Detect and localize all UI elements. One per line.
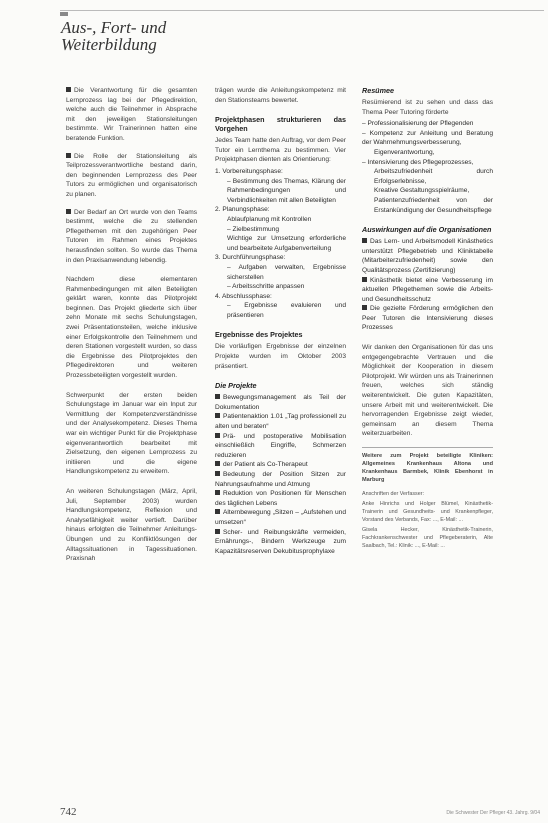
phase-item: – Zielbestimmung	[227, 225, 280, 233]
bullet-square-icon	[215, 394, 220, 399]
bullet-square-icon	[66, 209, 71, 214]
paragraph: Wir danken den Organisationen für das uns entgegengebrachte Vertrauen und die Möglichkeit der Kooperation in diesem Pilotprojekt. Wir würden uns als Trainerinnen freuen, welches sich ständig weiterentwickelt. Die guten Kapazitäten, unsere Arbeit mit und weiterentwickelt. Die hervorragenden Ergebnisse zeigt wieder, gemeinsam an diesem Thema weiterzuarbeiten.	[362, 344, 493, 438]
author-address: Gisela Hecker, Kinästhetik-Trainerin, Fachkrankenschwester und Pflegeberaterin, Alte Saalbach, Tel.: Klinik: ..., E-Mail: ...	[362, 527, 493, 549]
phase-item: – Ergebnisse evaluieren und präsentieren	[227, 302, 346, 319]
section-title: Aus-, Fort- und Weiterbildung	[61, 18, 167, 54]
page-number: 742	[60, 806, 77, 818]
info-box-title: Weitere zum Projekt beteiligte Kliniken: Allgemeines Krankenhaus Altona und Krankenhaus Barmbek, Klinik Ebenhorst in Marburg	[362, 453, 493, 483]
author-label: Anschriften der Verfasser:	[362, 491, 425, 497]
bullet-square-icon	[215, 529, 220, 534]
bullet-square-icon	[362, 238, 367, 243]
phase-label: 2. Planungsphase:	[215, 206, 270, 214]
phase-item: Wichtige zur Umsetzung erforderliche und bearbeitete Aufgabenverteilung	[227, 235, 346, 252]
list-item: – Professionalisierung der Pflegenden	[362, 120, 474, 128]
phase-item: – Bestimmung des Themas, Klärung der Rahmenbedingungen und Verbindlichkeiten mit allen Beteiligten	[227, 177, 346, 204]
paragraph: trägen wurde die Anleitungskompetenz mit den Stationsteams bewertet.	[215, 87, 346, 104]
bullet-square-icon	[215, 471, 220, 476]
list-item: Eigenverantwortung,	[374, 148, 435, 156]
bullet-square-icon	[215, 490, 220, 495]
list-item: Kreative Gestaltungsspielräume,	[374, 187, 470, 195]
author-address: Anke Hinrichs und Holger Blümel, Kinästhetik-Trainerin und Gesundheits- und Krankenpfleger, Vorstand des Verbands, Fax: ..., E-Mail: ...	[362, 501, 493, 523]
list-item: Prä- und postoperative Mobilisation einschließlich Eingriffe, Schmerzen reduzieren	[215, 432, 346, 459]
paragraph: Die Verantwortung für die gesamten Lernprozess lag bei der Pflegedirektion, welche auch die Teilnehmer in Absprache mit den jeweiligen Stationsleitungen bestimmte. Wir Trainerinnen hatten eine beratende Funktion.	[66, 87, 197, 142]
list-item: der Patient als Co-Therapeut	[215, 460, 346, 470]
info-box	[362, 447, 493, 484]
list-item: Bedeutung der Position Sitzen zur Nahrungsaufnahme und Atmung	[215, 471, 346, 488]
paragraph: Schwerpunkt der ersten beiden Schulungstage im Januar war ein Input zur Vermittlung der Kompetenzverständnisse und der Analysekompetenz. Dieses Thema war ein wichtiger Punkt für die Projektphase eigenverantwortlich bearbeitet mit Zielsetzung, den eigenen Lernprozess zu initiieren und die eigene Handlungskompetenz zu erweitern.	[66, 391, 197, 476]
list-item: Kinästhetik bietet eine Verbesserung im aktuellen Pflegethemen sowie die Arbeits- und Gesundheitsschutz	[362, 276, 493, 303]
paragraph: An weiteren Schulungstagen (März, April, Juli, September 2003) wurden Handlungskompetenz, Reflexion und Analysefähigkeit weiter vertieft. Darüber hinaus erfolgten die Teilnehmer Anleitungs-Übungen und zu Konfliktlösungen der Alltagssituationen in Tagessituationen. Praxisnah	[66, 487, 197, 563]
list-item: Arbeitszufriedenheit durch Erfolgserlebnisse,	[374, 168, 493, 185]
list-item: Alternbewegung „Sitzen – „Aufstehen und umsetzen“	[215, 509, 346, 526]
list-item: Bewegungsmanagement als Teil der Dokumentation	[215, 394, 346, 411]
list-item: – Kompetenz zur Anleitung und Beratung der Wahrnehmungsverbesserung,	[362, 129, 493, 147]
list-item: Das Lern- und Arbeitsmodell Kinästhetics unterstützt Pflegebetrieb und Kliniktabelle (Mitarbeiterzufriedenheit) sowie den Qualitätsprozess (Zertifizierung)	[362, 238, 493, 274]
bullet-square-icon	[362, 277, 367, 282]
subheading: Resümee	[362, 86, 394, 95]
paragraph: Nachdem diese elementaren Rahmenbedingungen mit allen Beteiligten geklärt waren, konnte das Pilotprojekt beginnen. Das Projekt gliederte sich über zehn Monate mit sechs Schulungstagen, zwei Präsentationsteilen, welche inklusive einer Erfolgskontrolle den Teilnehmern und deren Stationen vorgestellt wurden, so dass die Ergebnisse des Pilotprojektes den Pflegedirektoren und weiteren Prozessbeteiligten vorgestellt wurden.	[66, 276, 197, 380]
list-item: Scher- und Reibungskräfte vermeiden, Ernährungs-, Bindern Werkzeuge zum Kapazitätsreserven Dekubitusprophylaxe	[215, 528, 346, 555]
list-item: Die gezielte Förderung ermöglichen den Peer Tutoren die Intensivierung dieses Prozesses	[362, 305, 493, 332]
subheading: Projektphasen strukturieren das Vorgehen	[215, 115, 346, 134]
bullet-square-icon	[215, 433, 220, 438]
bullet-square-icon	[362, 305, 367, 310]
list-item: Patientenaktion 1.01 „Tag professionell zu alten und beraten“	[215, 413, 346, 431]
paragraph: Die Rolle der Stationsleitung als Teilprozessverantwortliche bestand darin, den beginnenden Lernprozess des Peer Tutors zu ermöglichen und organisatorisch zu planen.	[66, 152, 197, 198]
subheading: Auswirkungen auf die Organisationen	[362, 225, 492, 235]
journal-footer: Die Schwester Der Pfleger 43. Jahrg. 9/04	[446, 810, 540, 816]
subheading: Die Projekte	[215, 381, 257, 391]
paragraph: Die vorläufigen Ergebnisse der einzelnen Projekte wurden im Oktober 2003 präsentiert.	[215, 343, 346, 370]
list-item: Reduktion von Positionen für Menschen des täglichen Lebens	[215, 490, 346, 507]
header-accent	[60, 12, 68, 16]
column-1	[66, 86, 197, 572]
bullet-square-icon	[66, 87, 71, 92]
phase-label: 1. Vorbereitungsphase:	[215, 167, 283, 175]
bullet-square-icon	[66, 153, 71, 158]
phase-item: Ablaufplanung mit Kontrollen	[227, 215, 312, 223]
bullet-square-icon	[215, 413, 220, 418]
phase-item: – Arbeitsschritte anpassen	[227, 283, 305, 291]
phase-item: – Aufgaben verwalten, Ergebnisse sicherstellen	[227, 263, 346, 281]
subheading: Ergebnisse des Projektes	[215, 330, 303, 340]
column-3	[362, 86, 493, 550]
paragraph: Resümierend ist zu sehen und dass das Thema Peer Tutoring förderte	[362, 99, 493, 116]
list-item: – Intensivierung des Pflegeprozesses,	[362, 158, 474, 166]
phase-label: 3. Durchführungsphase:	[215, 254, 286, 262]
bullet-square-icon	[215, 461, 220, 466]
page-header	[0, 0, 548, 64]
paragraph: Der Bedarf an Ort wurde von den Teams bestimmt, welche die zu stellenden Pflegethemen mit den zugehörigen Peer Tutoren im Rahmen eines Projektes herausfinden sollten. So wurde das Thema in den Praxisanwendung lebendig.	[66, 208, 197, 264]
paragraph: Jedes Team hatte den Auftrag, vor dem Peer Tutor ein Lernthema zu bestimmen. Vier Projektphasen dienten als Orientierung:	[215, 137, 346, 164]
phase-label: 4. Abschlussphase:	[215, 292, 272, 300]
header-rule	[60, 10, 544, 11]
list-item: Patientenzufriedenheit von der Erstankündigung der Gesundheitspflege	[374, 196, 493, 214]
bullet-square-icon	[215, 509, 220, 514]
column-2	[215, 86, 346, 556]
